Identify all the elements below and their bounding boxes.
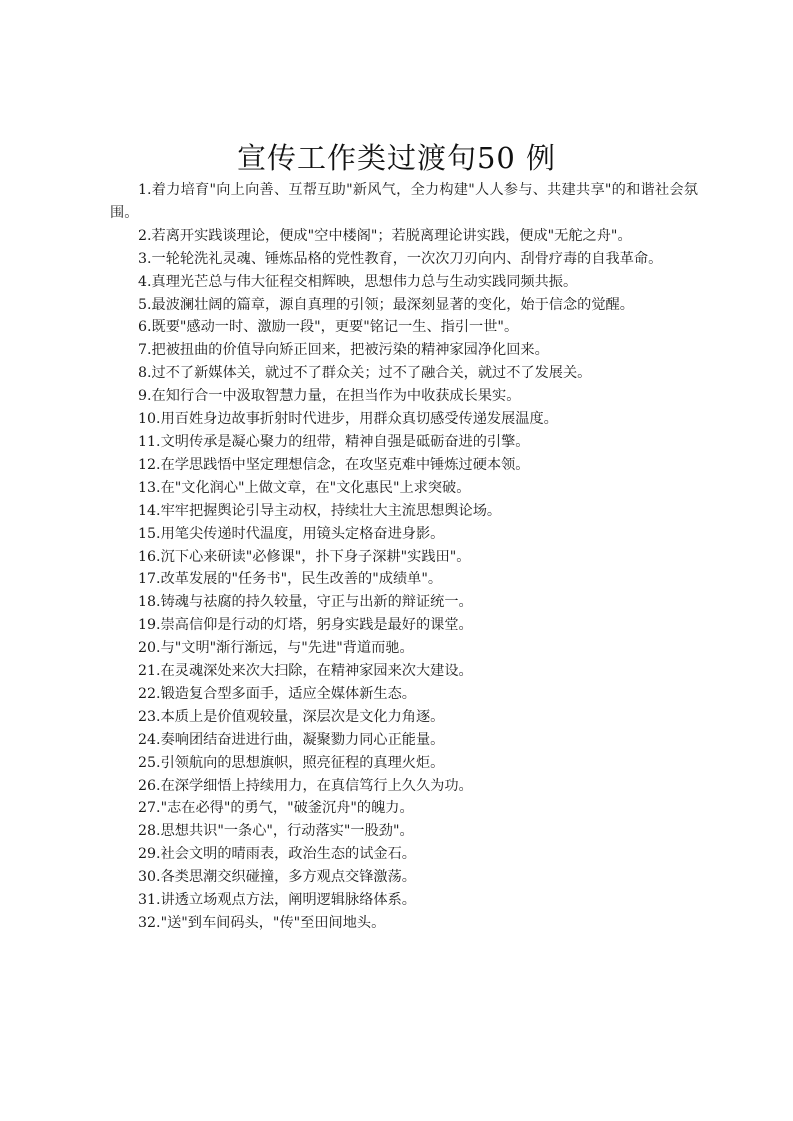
list-item: 5.最波澜壮阔的篇章，源自真理的引领；最深刻显著的变化，始于信念的觉醒。 [138,296,634,313]
list-item: 7.把被扭曲的价值导向矫正回来，把被污染的精神家园净化回来。 [138,342,549,359]
list-item: 8.过不了新媒体关，就过不了群众关；过不了融合关，就过不了发展关。 [138,365,592,382]
list-item: 22.锻造复合型多面手，适应全媒体新生态。 [138,685,416,702]
list-item: 25.引领航向的思想旗帜，照亮征程的真理火炬。 [138,754,445,771]
list-item: 24.奏响团结奋进进行曲，凝聚勠力同心正能量。 [138,731,445,748]
list-item: 31.讲透立场观点方法，阐明逻辑脉络体系。 [138,892,416,909]
list-item: 15.用笔尖传递时代温度，用镜头定格奋进身影。 [138,525,445,542]
document-body [110,179,698,935]
list-item: 1.着力培育"向上向善、互帮互助"新风气，全力构建"人人参与、共建共享"的和谐社会氛围。 [110,182,698,221]
list-item: 17.改革发展的"任务书"，民生改善的"成绩单"。 [138,571,443,588]
list-item: 12.在学思践悟中坚定理想信念，在攻坚克难中锤炼过硬本领。 [138,456,530,473]
list-item: 18.铸魂与祛腐的持久较量，守正与出新的辩证统一。 [138,594,473,611]
document-title: 宣传工作类过渡句50 例 [236,141,557,175]
list-item: 20.与"文明"渐行渐远，与"先进"背道而驰。 [138,640,414,657]
list-item: 32."送"到车间码头，"传"至田间地头。 [138,915,386,931]
list-item: 2.若离开实践谈理论，便成"空中楼阁"；若脱离理论讲实践，便成"无舵之舟"。 [138,227,632,244]
list-item: 3.一轮轮洗礼灵魂、锤炼品格的党性教育，一次次刀刃向内、刮骨疗毒的自我革命。 [138,250,663,267]
list-item: 23.本质上是价值观较量，深层次是文化力角逐。 [138,708,445,725]
list-item: 27."志在必得"的勇气，"破釜沉舟"的魄力。 [138,800,414,817]
list-item: 9.在知行合一中汲取智慧力量，在担当作为中收获成长果实。 [138,388,521,405]
list-item: 10.用百姓身边故事折射时代进步，用群众真切感受传递发展温度。 [138,411,558,428]
list-item: 19.崇高信仰是行动的灯塔，躬身实践是最好的课堂。 [138,617,473,634]
list-item: 13.在"文化润心"上做文章，在"文化惠民"上求突破。 [138,479,471,496]
list-item: 29.社会文明的晴雨表，政治生态的试金石。 [138,846,416,863]
list-item: 30.各类思潮交织碰撞，多方观点交锋激荡。 [138,869,416,886]
list-item: 6.既要"感动一时、激励一段"，更要"铭记一生、指引一世"。 [138,319,519,336]
list-item: 11.文明传承是凝心聚力的纽带，精神自强是砥砺奋进的引擎。 [138,433,530,450]
list-item: 26.在深学细悟上持续用力，在真信笃行上久久为功。 [138,777,473,794]
list-item: 21.在灵魂深处来次大扫除，在精神家园来次大建设。 [138,663,473,680]
list-item: 28.思想共识"一条心"，行动落实"一股劲"。 [138,823,414,840]
list-item: 14.牢牢把握舆论引导主动权，持续壮大主流思想舆论场。 [138,502,502,519]
list-item: 4.真理光芒总与伟大征程交相辉映，思想伟力总与生动实践同频共振。 [138,273,578,290]
list-item: 16.沉下心来研读"必修课"，扑下身子深耕"实践田"。 [138,548,471,565]
